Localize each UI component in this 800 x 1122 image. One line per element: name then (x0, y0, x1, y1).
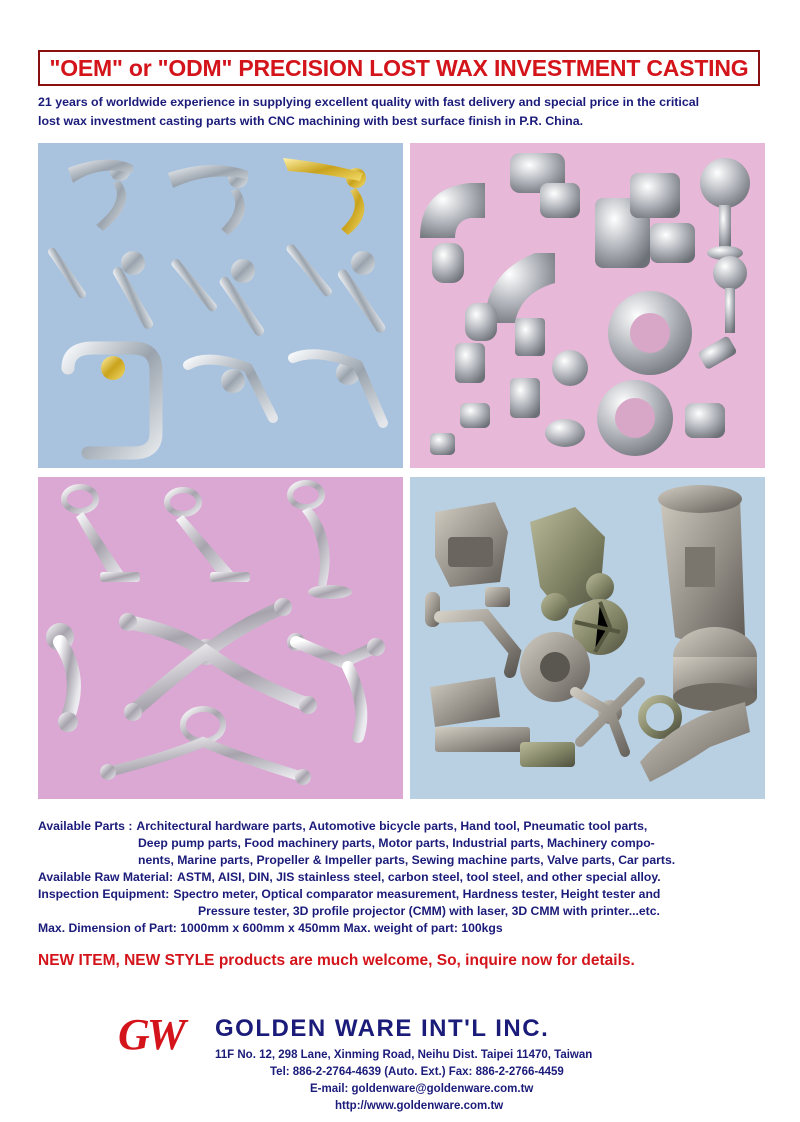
elbow-fitting-1 (420, 183, 485, 238)
company-email[interactable]: E-mail: goldenware@goldenware.com.tw (310, 1083, 534, 1095)
bracket-casting (430, 677, 530, 752)
photo-door-handles (38, 143, 403, 468)
company-website[interactable]: http://www.goldenware.com.tw (335, 1100, 504, 1112)
railing-bracket-3 (290, 483, 352, 599)
page-title: "OEM" or "ODM" PRECISION LOST WAX INVESTMENT CASTING (49, 54, 749, 81)
arm-casting (640, 702, 750, 782)
lever-handle-1 (68, 160, 133, 231)
lever-handle-3-gold (283, 158, 366, 235)
bracket-fitting (685, 335, 738, 438)
lever-handle-6 (285, 242, 387, 334)
end-cap (430, 419, 585, 455)
spider-fitting-1arm (46, 623, 78, 732)
specifications (38, 818, 773, 937)
company-logo: GW (118, 1010, 183, 1059)
page-title-box (38, 50, 760, 86)
intro-text (38, 93, 766, 131)
spec-material-value: ASTM, AISI, DIN, JIS stainless steel, carbon steel, tool steel, and other special alloy. (177, 870, 661, 884)
flange-2 (597, 380, 673, 456)
lever-handle-9 (293, 354, 383, 423)
lever-handle-8 (188, 360, 273, 418)
spec-parts-label: Available Parts : (38, 819, 133, 833)
spec-inspection-value-1: Spectro meter, Optical comparator measurement, Hardness tester, Height tester and (173, 887, 661, 901)
lever-handle-2 (168, 165, 248, 235)
railing-bracket-1 (64, 487, 140, 582)
spec-inspection-label: Inspection Equipment: (38, 887, 170, 901)
call-to-action: NEW ITEM, NEW STYLE products are much welcome, So, inquire now for details. (38, 952, 635, 969)
lever-handle-5 (170, 257, 266, 337)
photo-cast-parts (410, 477, 765, 799)
photo-spider-fittings (38, 477, 403, 799)
company-name: GOLDEN WARE INT'L INC. (215, 1015, 550, 1042)
post-ball-2 (713, 256, 747, 333)
flange-1 (608, 291, 692, 375)
spider-fitting-4arm (119, 598, 317, 721)
lever-handle-4 (47, 246, 155, 331)
spec-material-label: Available Raw Material: (38, 870, 174, 884)
spec-parts-value-3: nents, Marine parts, Propeller & Impeller parts, Sewing machine parts, Valve parts, Car parts. (138, 853, 676, 867)
nozzle-casting (435, 502, 508, 587)
spec-material-row (38, 869, 773, 886)
spider-fitting-2arm (287, 633, 385, 737)
intro-line-2: lost wax investment casting parts with CNC machining with best surface finish in P.R. China. (38, 114, 584, 128)
post-ball-1 (700, 158, 750, 260)
spec-dimension: Max. Dimension of Part: 1000mm x 600mm x 450mm Max. weight of part: 100kgs (38, 921, 503, 935)
valve-body-tall (658, 485, 745, 645)
railing-bracket-2 (167, 490, 250, 582)
company-phone: Tel: 886-2-2764-4639 (Auto. Ext.) Fax: 886-2-2766-4459 (270, 1066, 564, 1078)
elbow-fitting-2 (510, 153, 580, 218)
spec-parts-value-1: Architectural hardware parts, Automotive bicycle parts, Hand tool, Pneumatic tool parts, (136, 819, 648, 833)
cross-fitting (595, 173, 695, 268)
company-contact (215, 1047, 715, 1115)
ball-fitting (552, 350, 588, 386)
pump-wheel (673, 627, 757, 711)
spec-inspection-value-2: Pressure tester, 3D profile projector (CMM) with laser, 3D CMM with printer...etc. (198, 904, 660, 918)
propeller-casting (575, 682, 640, 752)
lever-casting (425, 587, 515, 672)
intro-line-1: 21 years of worldwide experience in supplying excellent quality with fast delivery and special price in the critical (38, 95, 700, 109)
photo-pipe-fittings (410, 143, 765, 468)
ring-casting (642, 699, 678, 735)
small-casting (520, 742, 575, 767)
lever-handle-7-u (68, 348, 156, 453)
company-address: 11F No. 12, 298 Lane, Xinming Road, Neihu Dist. Taipei 11470, Taiwan (215, 1049, 593, 1061)
spec-parts-row-1 (38, 818, 773, 835)
spec-inspection-row (38, 886, 773, 903)
spec-parts-value-2: Deep pump parts, Food machinery parts, Motor parts, Industrial parts, Machinery compo- (138, 836, 655, 850)
